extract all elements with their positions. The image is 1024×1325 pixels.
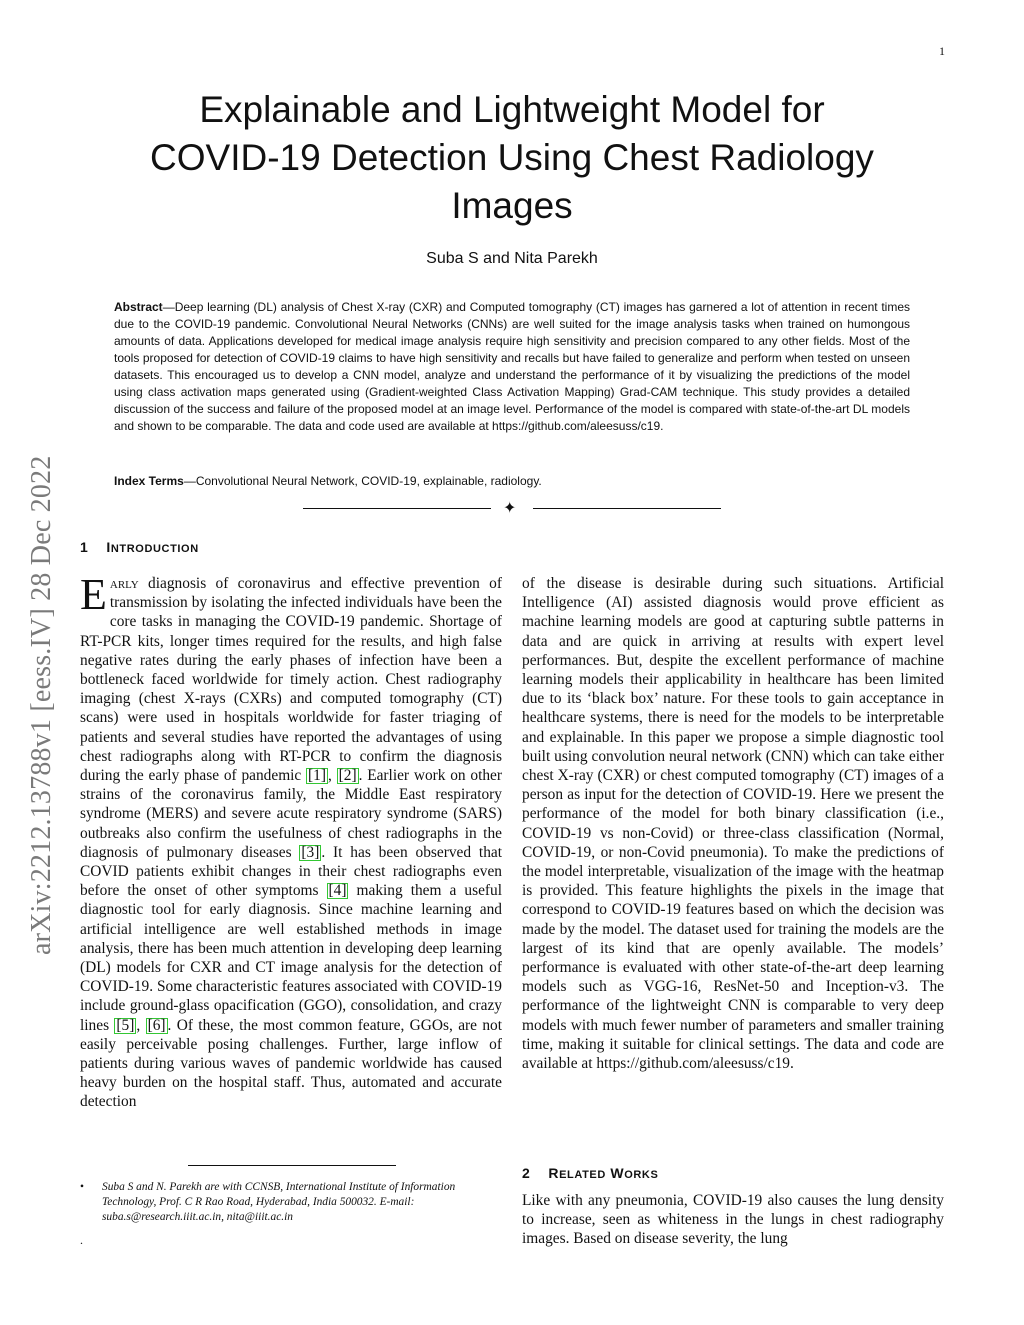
paragraph-text: . Of these, the most common feature, GGOs, are not easily perceivable posing challenges. Further, large inflow of patients during various waves of pandemic worldwide has caused heavy burden on the hospital staff. Thus, automated and accurate detection	[80, 1016, 502, 1111]
separator-rule-left	[303, 508, 491, 509]
footnote-rule	[188, 1165, 396, 1166]
footnote-trailing-mark: .	[80, 1233, 83, 1247]
citation-link[interactable]: [5]	[116, 1016, 135, 1034]
abstract-label: Abstract	[114, 300, 163, 314]
title-line: COVID-19 Detection Using Chest Radiology	[150, 137, 874, 178]
footnote	[80, 1180, 502, 1225]
index-terms	[114, 473, 910, 489]
arxiv-identifier: arXiv:2212.13788v1 [eess.IV] 28 Dec 2022	[26, 455, 57, 955]
dropcap-letter: E	[80, 570, 107, 619]
abstract-text: —Deep learning (DL) analysis of Chest X-ray (CXR) and Computed tomography (CT) images has garnered a lot of attention in recent times due to the COVID-19 pandemic. Convolutional Neural Networks (CNNs) are well suited for the image analysis tasks when trained on humongous amounts of data. Applications developed for medical image analysis require high sensitivity and precision compared to any other fields. Most of the tools proposed for detection of COVID-19 claims to have high sensitivity and recalls but have failed to generalize and perform when tested on unseen datasets. This encouraged us to develop a CNN model, analyze and understand the performance of it by visualizing the predictions of the model using class activation maps generated using (Gradient-weighted Class Activation Mapping) Grad-CAM technique. This study provides a detailed discussion of the success and failure of the proposed model at an image level. Performance of the model is compared with state-of-the-art DL models and shown to be comparable. The data and code used are available at https://github.com/aleesuss/c19.	[114, 300, 910, 433]
introduction-left-column	[80, 570, 503, 1112]
separator-rule-right	[533, 508, 721, 509]
citation-link[interactable]: [6]	[147, 1016, 166, 1034]
authors: Suba S and Nita Parekh	[426, 250, 598, 267]
paragraph-text: . It has been observed that COVID patients exhibit changes in their chest radiographs even before the onset of other symptoms	[80, 843, 502, 900]
section-title-rest: ELATED	[559, 1169, 606, 1181]
section-title-initial: R	[548, 1165, 560, 1181]
title-line: Explainable and Lightweight Model for	[199, 89, 825, 130]
footnote-bullet: •	[80, 1181, 84, 1193]
paragraph-text: ,	[136, 1016, 146, 1034]
section-title-rest: ORKS	[624, 1169, 659, 1181]
paragraph-text: diagnosis of coronavirus and effective prevention of transmission by isolating the infected individuals have been the core tasks in managing the COVID-19 pandemic. Shortage of RT-PCR kits, longer times required for the results, and high false negative rates during the early phases of infection have been a bottleneck faced worldwide for timely action. Chest radiography imaging (chest X-rays (CXRs) and computed tomography (CT) scans) were used in hospitals worldwide for faster triaging of patients and several studies have reported the advantages of using chest radiographs along with RT-PCR to confirm the diagnosis during the early phase of pandemic	[80, 575, 502, 785]
section-title-initial: I	[106, 539, 111, 555]
section-title-rest: NTRODUCTION	[110, 543, 199, 555]
citation-link[interactable]: [1]	[308, 767, 326, 785]
citation-link[interactable]: [4]	[328, 882, 347, 900]
smallcaps-lead: arly	[109, 575, 139, 592]
section-heading-related-works	[522, 1165, 658, 1181]
abstract	[114, 299, 910, 435]
footnote-text: Suba S and N. Parekh are with CCNSB, International Institute of Information Technology, Prof. C R Rao Road, Hyderabad, India 500032. E-mail: suba.s@research.iiit.ac.in, nita@iiit.ac.in	[102, 1181, 456, 1223]
related-works-text: Like with any pneumonia, COVID-19 also causes the lung density to increase, seen as whiteness in the lungs in chest radiography images. Based on disease severity, the lung	[522, 1192, 944, 1248]
citation-link[interactable]: [2]	[338, 767, 357, 785]
introduction-right-column: of the disease is desirable during such situations. Artificial Intelligence (AI) assisted diagnosis would prove efficient as machine learning models are good at capturing subtle patterns in data and are quick in arriving at results with expert level performances. But, despite the excellent performance of machine learning models their applicability in healthcare has been limited due to its ‘black box’ nature. For these tools to gain acceptance in healthcare systems, there is need for the models to be interpretable and explainable. In this paper we propose a simple diagnostic tool built using convolution neural network (CNN) which can take either chest X-ray (CXR) or chest computed tomography (CT) images of a person as input for the detection of COVID-19. Here we present the performance of the model for both binary classification (i.e., COVID-19 vs non-Covid) or three-class classification (Normal, COVID-19, or non-Covid pneumonia). To make the predictions of the model interpretable, visualization of the image with the heatmap is provided. This feature highlights the pixels in the image that correspond to COVID-19 features based on which the decision was made by the model. The dataset used for training the models are the largest of its kind that are openly available. The models’ performance is evaluated with other state-of-the-art deep learning models such as VGG-16, ResNet-50 and Inception-v3. The performance of the lightweight CNN is comparable to very deep models with much fewer number of parameters and smaller training time, making it suitable for clinical settings. The data and code are available at https://github.com/aleesuss/c19.	[522, 575, 944, 1073]
page-number: 1	[939, 44, 945, 58]
paper-title	[100, 86, 924, 230]
section-number: 2	[522, 1165, 531, 1181]
index-terms-text: —Convolutional Neural Network, COVID-19, explainable, radiology.	[183, 474, 542, 488]
section-heading-introduction	[80, 539, 199, 555]
separator-ornament-icon: ✦	[503, 498, 517, 517]
paragraph-text: . Earlier work on other strains of the coronavirus family, the Middle East respiratory syndrome (MERS) and severe acute respiratory syndrome (SARS) outbreaks also confirm the usefulness of chest radiographs in the diagnosis of pulmonary diseases	[80, 767, 503, 861]
citation-link[interactable]: [3]	[301, 843, 320, 861]
title-line: Images	[451, 185, 573, 226]
section-title-initial: W	[610, 1165, 625, 1181]
index-terms-label: Index Terms	[114, 474, 184, 488]
paragraph-text: ,	[328, 767, 337, 785]
section-number: 1	[80, 539, 89, 555]
paragraph-text: making them a useful diagnostic tool for early diagnosis. Since machine learning and artificial intelligence are well established methods in image analysis, there has been much attention in developing deep learning (DL) models for CXR and CT image analysis for the detection of COVID-19. Some characteristic features associated with COVID-19 include ground-glass opacification (GGO), consolidation, and crazy lines	[80, 882, 503, 1034]
